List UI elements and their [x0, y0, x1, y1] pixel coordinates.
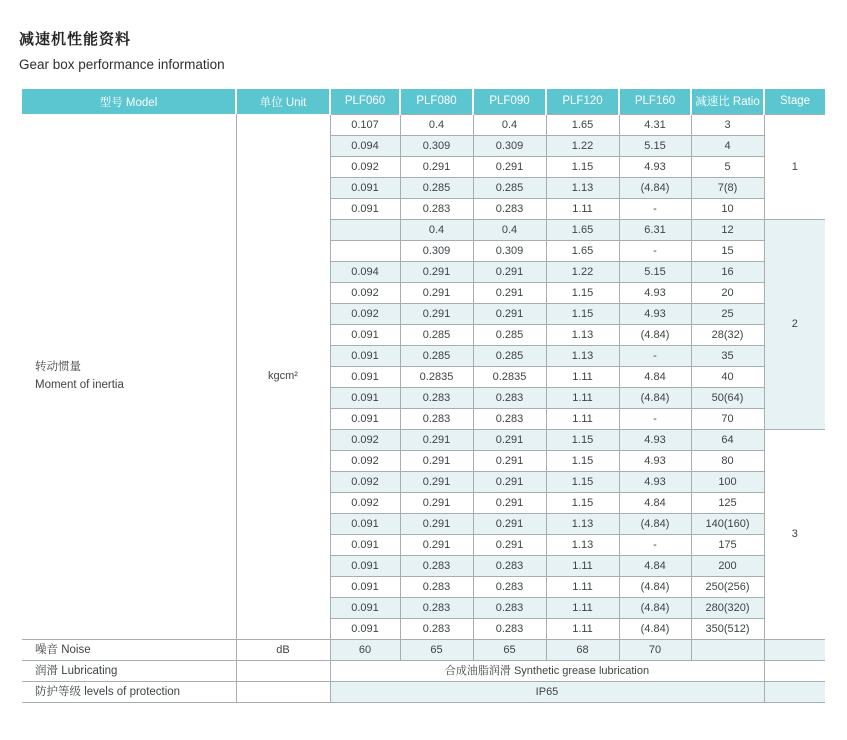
- value-cell: 1.11: [546, 387, 619, 408]
- ratio-cell: 50(64): [691, 387, 764, 408]
- value-cell: 0.283: [400, 597, 473, 618]
- ratio-cell: 28(32): [691, 324, 764, 345]
- value-cell: 0.291: [400, 450, 473, 471]
- ratio-cell: 100: [691, 471, 764, 492]
- value-cell: -: [619, 408, 691, 429]
- value-cell: 0.291: [400, 513, 473, 534]
- value-cell: 0.4: [400, 114, 473, 135]
- inertia-unit-cell: kgcm²: [236, 114, 330, 639]
- value-cell: -: [619, 534, 691, 555]
- value-cell: 0.4: [473, 114, 546, 135]
- value-cell: 1.15: [546, 492, 619, 513]
- value-cell: 4.93: [619, 303, 691, 324]
- value-cell: 0.291: [400, 303, 473, 324]
- value-cell: 0.091: [330, 513, 400, 534]
- value-cell: 0.285: [400, 324, 473, 345]
- value-cell: 1.65: [546, 240, 619, 261]
- value-cell: 1.15: [546, 156, 619, 177]
- value-cell: 1.22: [546, 135, 619, 156]
- value-cell: 4.93: [619, 429, 691, 450]
- value-cell: 0.283: [473, 408, 546, 429]
- value-cell: 0.291: [473, 156, 546, 177]
- value-cell: 0.091: [330, 576, 400, 597]
- noise-label-cell: 噪音 Noise: [22, 639, 236, 660]
- value-cell: 0.283: [473, 198, 546, 219]
- value-cell: -: [619, 198, 691, 219]
- value-cell: 0.092: [330, 303, 400, 324]
- value-cell: 0.107: [330, 114, 400, 135]
- value-cell: 1.22: [546, 261, 619, 282]
- value-cell: 1.13: [546, 345, 619, 366]
- value-cell: 0.2835: [473, 366, 546, 387]
- value-cell: 0.091: [330, 618, 400, 639]
- value-cell: 0.091: [330, 387, 400, 408]
- header-cell-plf060: PLF060: [330, 89, 400, 114]
- value-cell: 0.4: [473, 219, 546, 240]
- value-cell: 0.309: [473, 135, 546, 156]
- header-cell-stage: Stage: [764, 89, 825, 114]
- protection-value-cell: IP65: [330, 681, 764, 702]
- noise-value-cell: 65: [473, 639, 546, 660]
- ratio-cell: 175: [691, 534, 764, 555]
- value-cell: 5.15: [619, 135, 691, 156]
- ratio-cell: 280(320): [691, 597, 764, 618]
- value-cell: 1.65: [546, 114, 619, 135]
- value-cell: 1.15: [546, 450, 619, 471]
- header-row: [22, 89, 825, 114]
- value-cell: 0.091: [330, 198, 400, 219]
- value-cell: 0.283: [400, 198, 473, 219]
- value-cell: 0.091: [330, 534, 400, 555]
- value-cell: 0.092: [330, 429, 400, 450]
- noise-value-cell: 68: [546, 639, 619, 660]
- header-cell-unit: 单位 Unit: [236, 89, 330, 114]
- value-cell: 1.65: [546, 219, 619, 240]
- ratio-cell: 35: [691, 345, 764, 366]
- lubricating-stage-cell: [764, 660, 825, 681]
- value-cell: 0.283: [473, 618, 546, 639]
- value-cell: 5.15: [619, 261, 691, 282]
- ratio-cell: 10: [691, 198, 764, 219]
- value-cell: 0.285: [400, 177, 473, 198]
- value-cell: 0.091: [330, 324, 400, 345]
- ratio-cell: 140(160): [691, 513, 764, 534]
- noise-row: [22, 639, 825, 660]
- ratio-cell: 40: [691, 366, 764, 387]
- value-cell: 0.094: [330, 135, 400, 156]
- value-cell: (4.84): [619, 597, 691, 618]
- value-cell: 0.291: [473, 471, 546, 492]
- ratio-cell: 16: [691, 261, 764, 282]
- noise-value-cell: [691, 639, 764, 660]
- value-cell: 4.84: [619, 555, 691, 576]
- value-cell: 1.11: [546, 576, 619, 597]
- value-cell: (4.84): [619, 387, 691, 408]
- value-cell: 0.283: [400, 576, 473, 597]
- value-cell: 1.11: [546, 198, 619, 219]
- ratio-cell: 5: [691, 156, 764, 177]
- value-cell: 1.13: [546, 324, 619, 345]
- value-cell: 1.15: [546, 282, 619, 303]
- inertia-label-zh: 转动惯量: [35, 360, 81, 373]
- gearbox-performance-table: [22, 89, 825, 703]
- table-body: [22, 114, 825, 702]
- value-cell: 0.291: [400, 492, 473, 513]
- page-title-zh: 减速机性能资料: [19, 31, 132, 48]
- value-cell: 0.283: [400, 555, 473, 576]
- value-cell: 1.13: [546, 534, 619, 555]
- value-cell: 0.291: [400, 534, 473, 555]
- value-cell: 0.092: [330, 492, 400, 513]
- noise-value-cell: [764, 639, 825, 660]
- value-cell: 1.13: [546, 177, 619, 198]
- protection-stage-cell: [764, 681, 825, 702]
- value-cell: 0.291: [473, 303, 546, 324]
- value-cell: 0.291: [473, 492, 546, 513]
- value-cell: 1.11: [546, 618, 619, 639]
- value-cell: 0.291: [473, 450, 546, 471]
- ratio-cell: 64: [691, 429, 764, 450]
- ratio-cell: 200: [691, 555, 764, 576]
- inertia-label-cell: [22, 114, 236, 639]
- ratio-cell: 125: [691, 492, 764, 513]
- value-cell: 1.11: [546, 408, 619, 429]
- noise-value-cell: 65: [400, 639, 473, 660]
- ratio-cell: 3: [691, 114, 764, 135]
- table-header: [22, 89, 825, 114]
- value-cell: 6.31: [619, 219, 691, 240]
- value-cell: 0.092: [330, 471, 400, 492]
- value-cell: 0.283: [400, 387, 473, 408]
- value-cell: [330, 240, 400, 261]
- noise-value-cell: 70: [619, 639, 691, 660]
- stage-cell: 2: [764, 219, 825, 429]
- noise-unit-cell: dB: [236, 639, 330, 660]
- value-cell: 0.283: [473, 387, 546, 408]
- value-cell: 0.285: [473, 345, 546, 366]
- value-cell: (4.84): [619, 576, 691, 597]
- value-cell: 0.283: [473, 555, 546, 576]
- value-cell: 0.309: [400, 135, 473, 156]
- value-cell: 0.291: [400, 429, 473, 450]
- inertia-label-en: Moment of inertia: [35, 379, 124, 392]
- value-cell: 0.291: [473, 513, 546, 534]
- value-cell: 0.2835: [400, 366, 473, 387]
- value-cell: 0.309: [473, 240, 546, 261]
- value-cell: 0.091: [330, 597, 400, 618]
- ratio-cell: 4: [691, 135, 764, 156]
- value-cell: 1.11: [546, 366, 619, 387]
- value-cell: (4.84): [619, 324, 691, 345]
- ratio-cell: 15: [691, 240, 764, 261]
- value-cell: 0.283: [400, 408, 473, 429]
- ratio-cell: 12: [691, 219, 764, 240]
- value-cell: 0.091: [330, 177, 400, 198]
- protection-label-cell: 防护等级 levels of protection: [22, 681, 236, 702]
- value-cell: 1.15: [546, 303, 619, 324]
- ratio-cell: 70: [691, 408, 764, 429]
- value-cell: 1.13: [546, 513, 619, 534]
- lubricating-row: [22, 660, 825, 681]
- value-cell: 0.092: [330, 282, 400, 303]
- value-cell: 4.31: [619, 114, 691, 135]
- value-cell: 4.84: [619, 366, 691, 387]
- noise-value-cell: 60: [330, 639, 400, 660]
- value-cell: 0.285: [473, 177, 546, 198]
- value-cell: 0.283: [473, 576, 546, 597]
- ratio-cell: 20: [691, 282, 764, 303]
- ratio-cell: 7(8): [691, 177, 764, 198]
- value-cell: (4.84): [619, 513, 691, 534]
- value-cell: 0.291: [473, 534, 546, 555]
- lubricating-unit-cell: [236, 660, 330, 681]
- value-cell: 0.091: [330, 555, 400, 576]
- ratio-cell: 25: [691, 303, 764, 324]
- value-cell: 0.091: [330, 366, 400, 387]
- value-cell: 0.285: [400, 345, 473, 366]
- value-cell: 4.93: [619, 156, 691, 177]
- value-cell: 0.291: [473, 261, 546, 282]
- value-cell: 0.283: [473, 597, 546, 618]
- ratio-cell: 250(256): [691, 576, 764, 597]
- value-cell: 0.291: [400, 261, 473, 282]
- value-cell: 0.291: [400, 471, 473, 492]
- value-cell: -: [619, 240, 691, 261]
- value-cell: 4.84: [619, 492, 691, 513]
- header-cell-ratio: 减速比 Ratio: [691, 89, 764, 114]
- value-cell: (4.84): [619, 618, 691, 639]
- value-cell: 0.094: [330, 261, 400, 282]
- value-cell: 1.15: [546, 471, 619, 492]
- value-cell: 1.15: [546, 429, 619, 450]
- value-cell: 0.091: [330, 345, 400, 366]
- value-cell: 0.291: [400, 282, 473, 303]
- value-cell: 0.309: [400, 240, 473, 261]
- protection-unit-cell: [236, 681, 330, 702]
- value-cell: 0.283: [400, 618, 473, 639]
- value-cell: 1.11: [546, 555, 619, 576]
- data-row: [22, 114, 825, 135]
- value-cell: (4.84): [619, 177, 691, 198]
- page-title-en: Gear box performance information: [19, 57, 225, 72]
- value-cell: 0.291: [400, 156, 473, 177]
- ratio-cell: 350(512): [691, 618, 764, 639]
- value-cell: 0.285: [473, 324, 546, 345]
- value-cell: [330, 219, 400, 240]
- header-cell-plf160: PLF160: [619, 89, 691, 114]
- value-cell: -: [619, 345, 691, 366]
- value-cell: 4.93: [619, 282, 691, 303]
- stage-cell: 3: [764, 429, 825, 639]
- value-cell: 0.291: [473, 282, 546, 303]
- header-cell-model: 型号 Model: [22, 89, 236, 114]
- value-cell: 4.93: [619, 471, 691, 492]
- value-cell: 4.93: [619, 450, 691, 471]
- value-cell: 0.291: [473, 429, 546, 450]
- value-cell: 0.4: [400, 219, 473, 240]
- value-cell: 0.092: [330, 156, 400, 177]
- header-cell-plf080: PLF080: [400, 89, 473, 114]
- protection-row: [22, 681, 825, 702]
- value-cell: 0.091: [330, 408, 400, 429]
- lubricating-label-cell: 润滑 Lubricating: [22, 660, 236, 681]
- value-cell: 1.11: [546, 597, 619, 618]
- value-cell: 0.092: [330, 450, 400, 471]
- header-cell-plf090: PLF090: [473, 89, 546, 114]
- header-cell-plf120: PLF120: [546, 89, 619, 114]
- ratio-cell: 80: [691, 450, 764, 471]
- stage-cell: 1: [764, 114, 825, 219]
- lubricating-value-cell: 合成油脂润滑 Synthetic grease lubrication: [330, 660, 764, 681]
